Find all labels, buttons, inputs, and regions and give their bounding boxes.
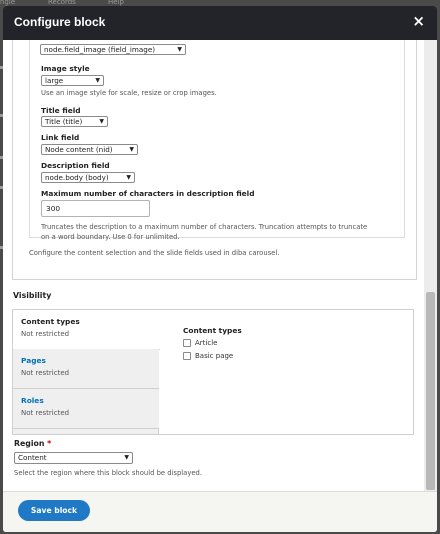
chevron-down-icon: ▼ bbox=[124, 454, 129, 461]
tab-label: Pages bbox=[21, 356, 46, 365]
visibility-title: Visibility bbox=[13, 291, 52, 300]
max-chars-description-line1: Truncates the description to a maximum number of characters. Truncation attempts to truncate bbox=[41, 223, 368, 231]
dialog-footer bbox=[3, 491, 437, 532]
tab-summary: Not restricted bbox=[21, 330, 70, 338]
scrollbar-thumb[interactable] bbox=[426, 292, 435, 490]
link-field-value: Node content (nid) bbox=[45, 145, 113, 154]
dialog-titlebar bbox=[3, 6, 437, 40]
tab-pages[interactable] bbox=[13, 349, 159, 389]
block-settings-fieldset bbox=[12, 40, 417, 280]
tab-summary: Not restricted bbox=[21, 409, 70, 417]
region-label bbox=[14, 439, 51, 448]
basic-page-checkbox[interactable] bbox=[183, 352, 191, 360]
region-value: Content bbox=[18, 453, 47, 462]
max-chars-value: 300 bbox=[46, 204, 61, 213]
image-field-value: node.field_image (field_image) bbox=[44, 45, 156, 54]
image-style-value: large bbox=[45, 76, 64, 85]
background-tab: Help bbox=[108, 0, 124, 6]
dialog-content[interactable] bbox=[3, 40, 424, 491]
max-chars-label: Maximum number of characters in description field bbox=[41, 189, 255, 198]
image-style-description: Use an image style for scale, resize or crop images. bbox=[41, 89, 217, 97]
slide-fields-fieldset bbox=[29, 40, 405, 241]
link-field-label: Link field bbox=[41, 133, 80, 142]
tab-summary: Not restricted bbox=[21, 369, 70, 377]
article-checkbox[interactable] bbox=[183, 339, 191, 347]
max-chars-input[interactable] bbox=[41, 200, 150, 217]
tab-roles[interactable] bbox=[13, 389, 159, 429]
max-chars-description-line2: on a word boundary. Use 0 for unlimited. bbox=[41, 233, 180, 241]
chevron-down-icon: ▼ bbox=[129, 146, 134, 153]
required-marker: * bbox=[47, 439, 52, 448]
dialog-title: Configure block bbox=[14, 15, 106, 29]
background-tab: Records bbox=[48, 0, 76, 6]
dialog-scrollbar[interactable] bbox=[424, 40, 437, 491]
content-types-pane-title: Content types bbox=[183, 326, 242, 335]
chevron-down-icon: ▼ bbox=[99, 118, 104, 125]
settings-description: Configure the content selection and the slide fields used in diba carousel. bbox=[29, 249, 280, 257]
region-description: Select the region where this block should be displayed. bbox=[14, 469, 203, 477]
close-icon[interactable]: × bbox=[412, 12, 425, 30]
tab-label: Content types bbox=[21, 317, 80, 326]
tab-label: Roles bbox=[21, 396, 44, 405]
chevron-down-icon: ▼ bbox=[177, 46, 182, 53]
region-label-text: Region bbox=[14, 439, 45, 448]
title-field-label: Title field bbox=[41, 106, 81, 115]
visibility-vertical-tabs bbox=[12, 309, 414, 435]
save-block-button[interactable]: Save block bbox=[18, 500, 90, 521]
link-field-select[interactable] bbox=[41, 144, 138, 155]
title-field-select[interactable] bbox=[41, 116, 108, 127]
description-field-label: Description field bbox=[41, 161, 110, 170]
description-field-value: node.body (body) bbox=[45, 173, 109, 182]
basic-page-checkbox-label[interactable]: Basic page bbox=[195, 352, 234, 360]
region-select[interactable] bbox=[14, 452, 133, 464]
image-style-select[interactable] bbox=[41, 75, 104, 86]
vertical-tabs-menu bbox=[13, 310, 159, 434]
image-style-label: Image style bbox=[41, 64, 90, 73]
chevron-down-icon: ▼ bbox=[126, 174, 131, 181]
description-field-select[interactable] bbox=[41, 172, 135, 183]
configure-block-dialog bbox=[3, 6, 437, 532]
title-field-value: Title (title) bbox=[45, 117, 83, 126]
background-tab: ngle bbox=[0, 0, 16, 6]
tab-content-types[interactable] bbox=[13, 310, 160, 350]
chevron-down-icon: ▼ bbox=[95, 77, 100, 84]
article-checkbox-label[interactable]: Article bbox=[195, 339, 218, 347]
image-field-select[interactable] bbox=[40, 44, 186, 55]
